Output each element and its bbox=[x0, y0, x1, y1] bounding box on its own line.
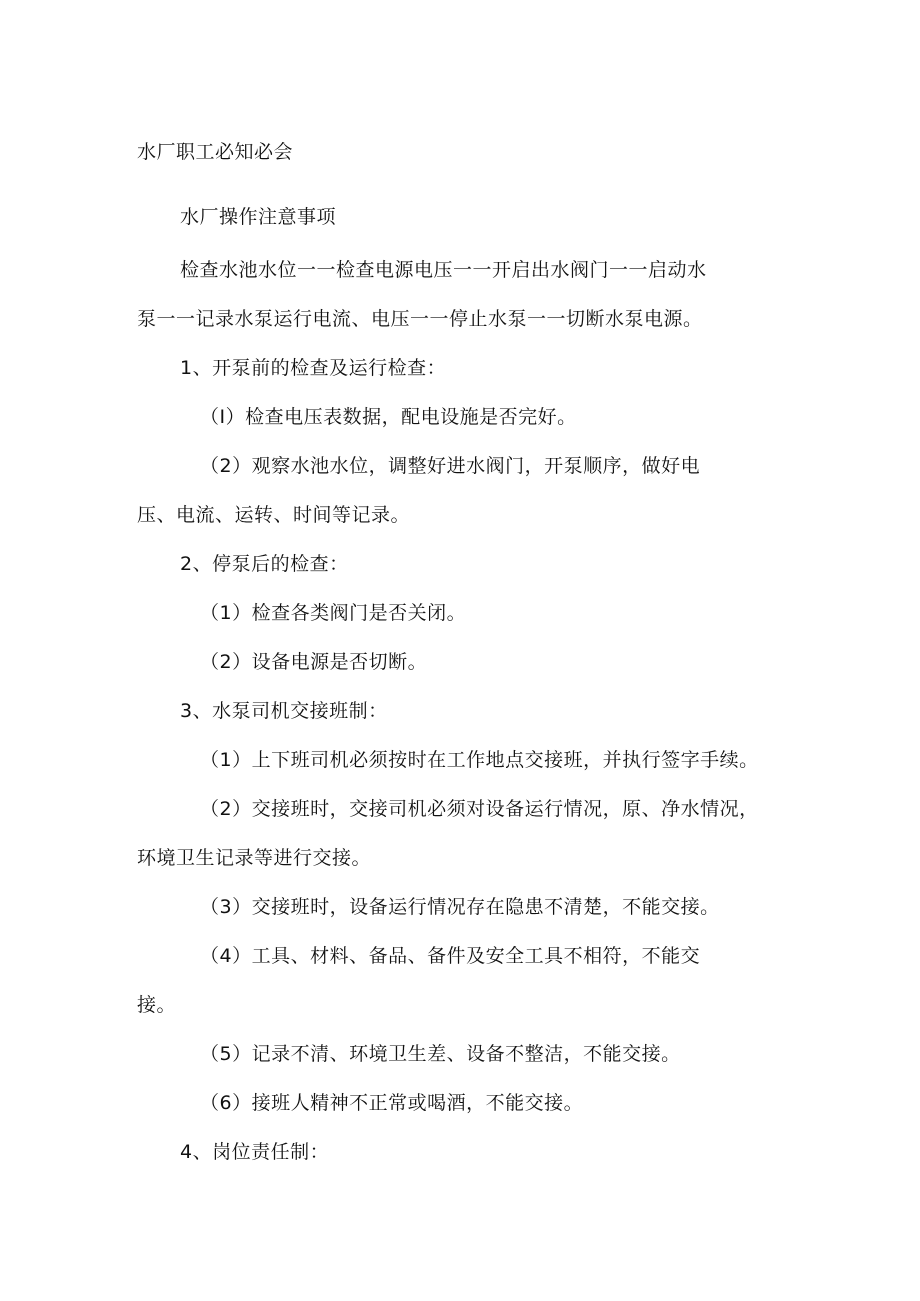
list-item: （I）检查电压表数据，配电设施是否完好。 bbox=[200, 406, 577, 428]
list-item: （1）检查各类阀门是否关闭。 bbox=[200, 602, 467, 624]
heading-shift-handover: 3、水泵司机交接班制： bbox=[180, 700, 388, 722]
heading-job-responsibility: 4、岗位责任制： bbox=[180, 1141, 330, 1163]
procedure-line-2: 泵一一记录水泵运行电流、电压一一停止水泵一一切断水泵电源。 bbox=[137, 308, 703, 330]
list-item: （4）工具、材料、备品、备件及安全工具不相符，不能交 bbox=[200, 945, 701, 967]
procedure-line-1: 检查水池水位一一检查电源电压一一开启出水阀门一一启动水 bbox=[180, 259, 707, 281]
heading-post-stop-check: 2、停泵后的检查： bbox=[180, 553, 349, 575]
list-item: （1）上下班司机必须按时在工作地点交接班，并执行签字手续。 bbox=[200, 749, 759, 771]
list-item: （3）交接班时，设备运行情况存在隐患不清楚，不能交接。 bbox=[200, 896, 720, 918]
list-item-continuation: 接。 bbox=[137, 994, 177, 1016]
section-title: 水厂操作注意事项 bbox=[180, 206, 337, 228]
list-item: （6）接班人精神不正常或喝酒，不能交接。 bbox=[200, 1092, 584, 1114]
heading-pre-start-check: 1、开泵前的检查及运行检查： bbox=[180, 357, 447, 379]
list-item-continuation: 压、电流、运转、时间等记录。 bbox=[137, 504, 411, 526]
document-title: 水厂职工必知必会 bbox=[137, 141, 294, 163]
list-item-continuation: 环境卫生记录等进行交接。 bbox=[137, 847, 372, 869]
list-item: （2）观察水池水位，调整好进水阀门，开泵顺序，做好电 bbox=[200, 455, 701, 477]
list-item: （2）交接班时，交接司机必须对设备运行情况，原、净水情况， bbox=[200, 798, 759, 820]
list-item: （2）设备电源是否切断。 bbox=[200, 651, 428, 673]
list-item: （5）记录不清、环境卫生差、设备不整洁，不能交接。 bbox=[200, 1043, 681, 1065]
